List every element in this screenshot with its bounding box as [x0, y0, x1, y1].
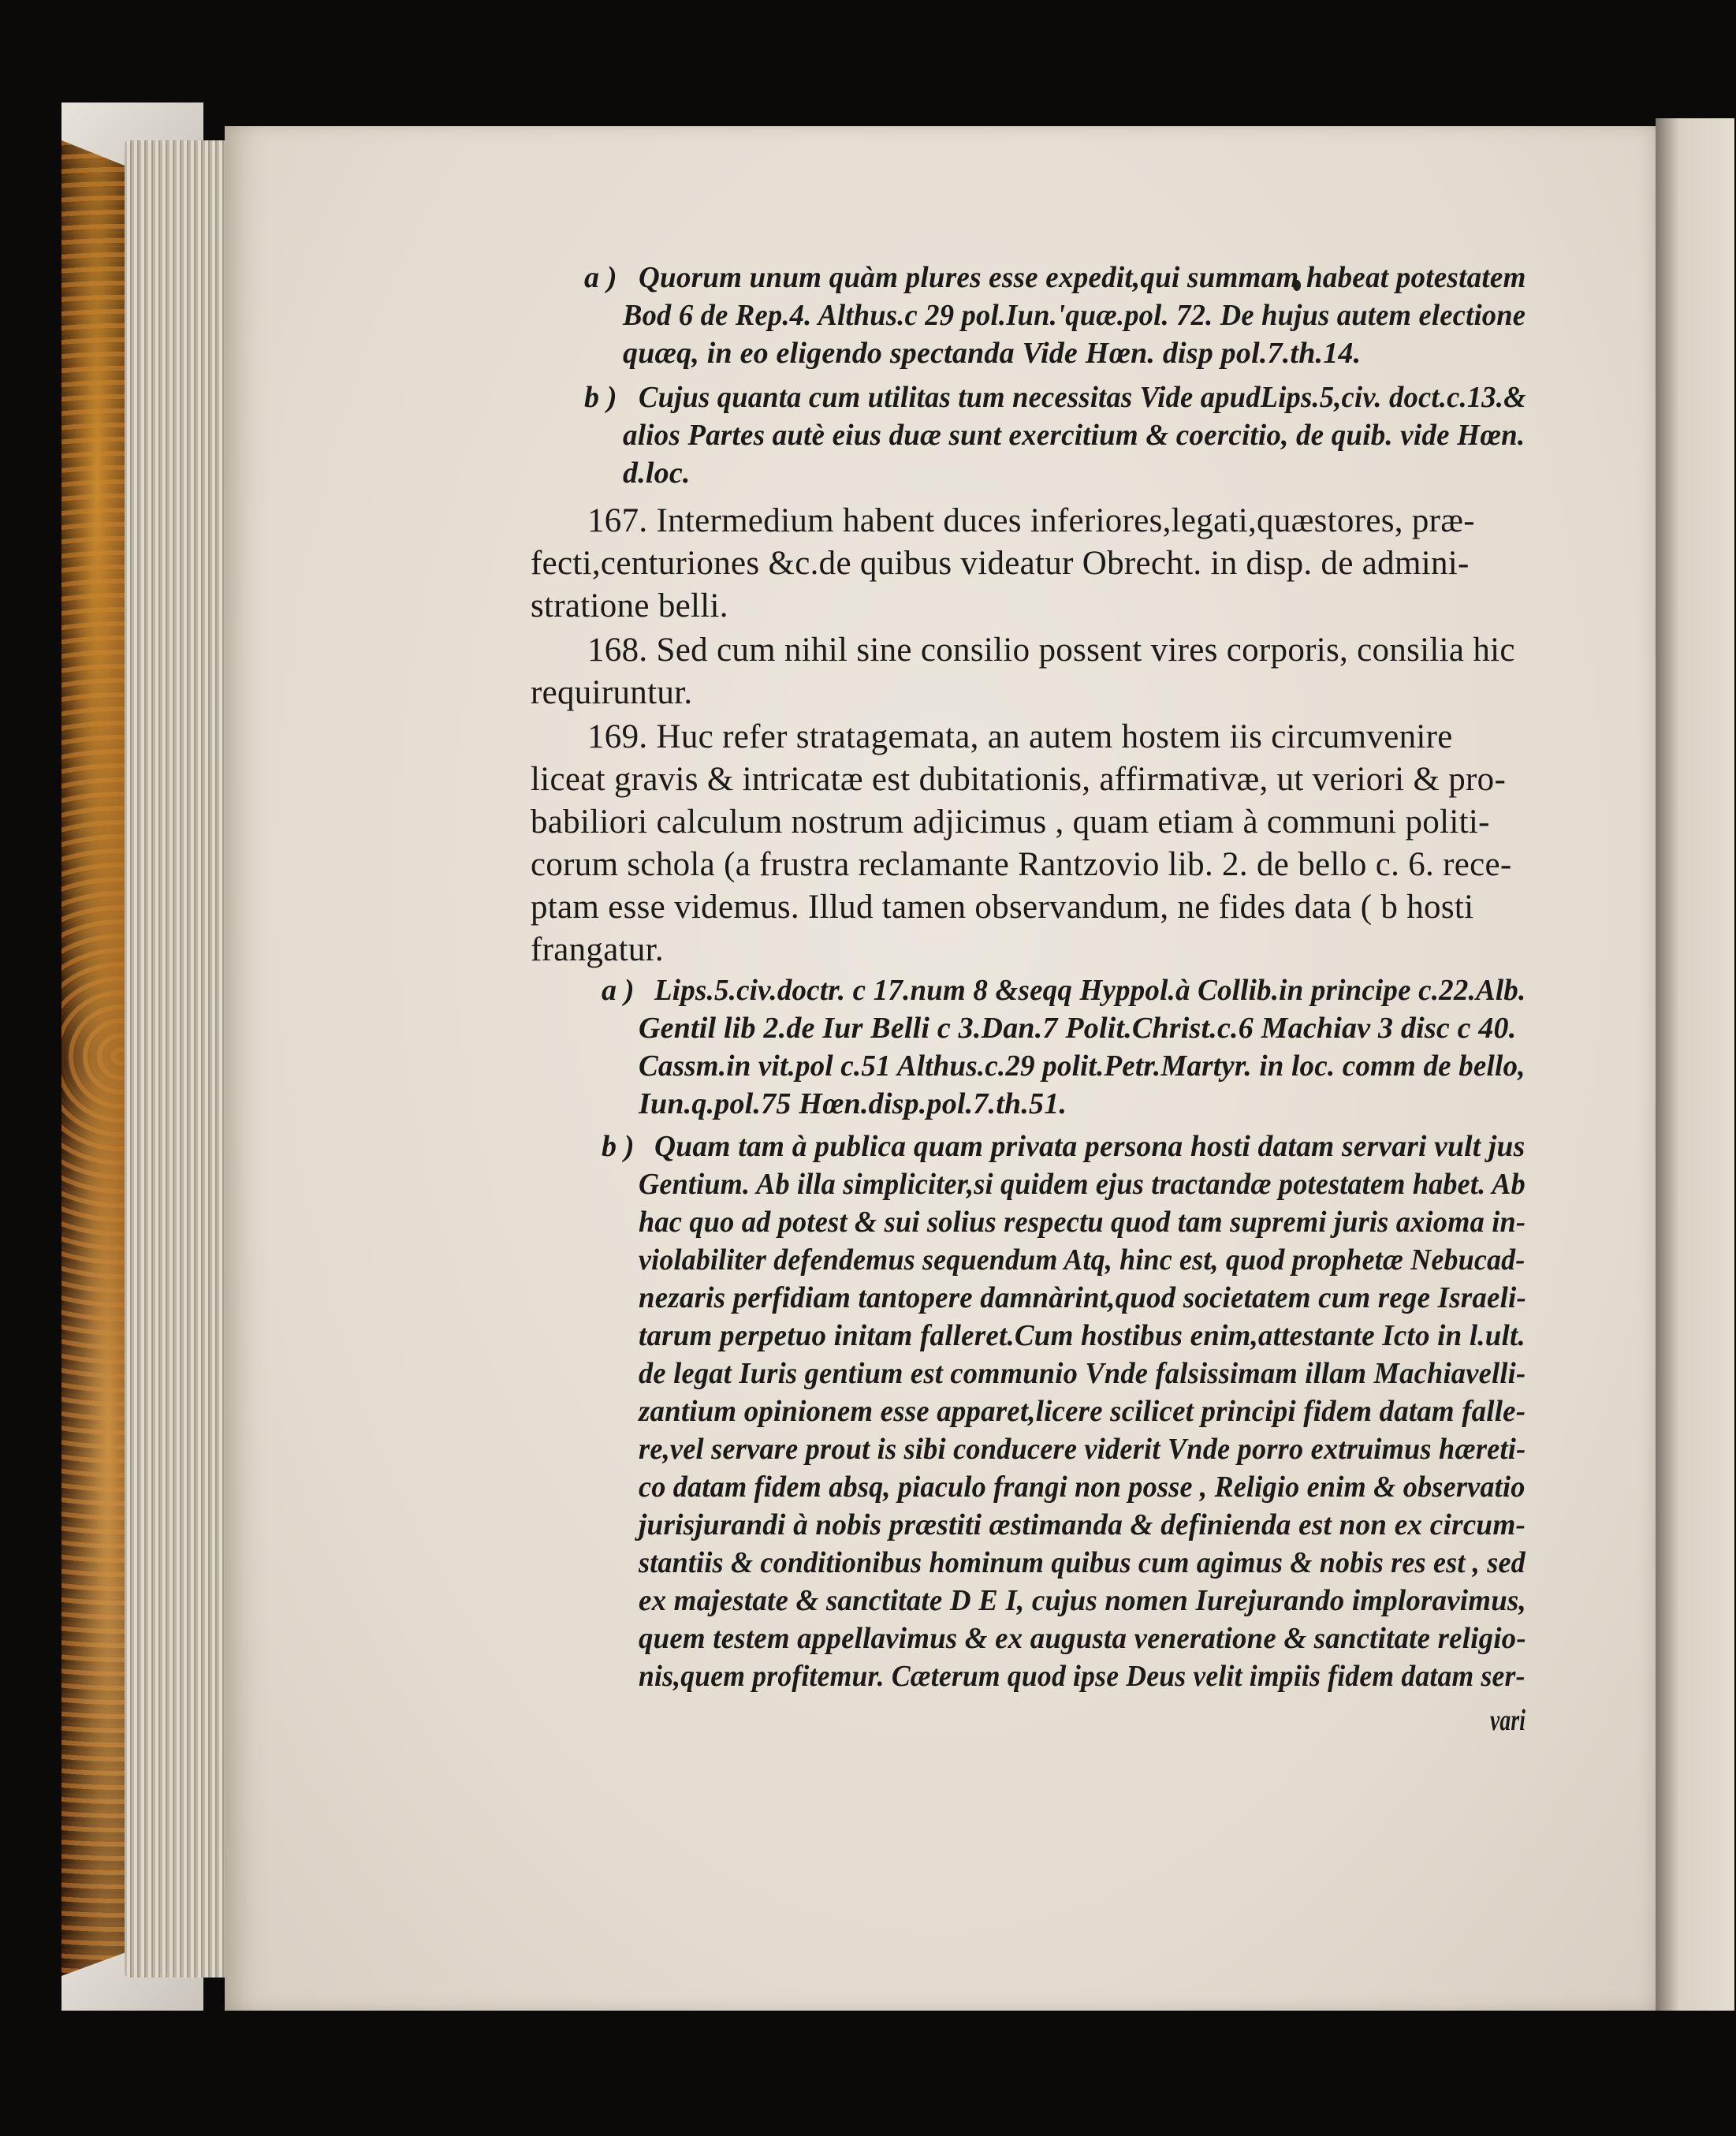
note-bottom-a-line: Cassm.in vit.pol c.51 Althus.c.29 polit.Petr.Martyr. in loc. comm de bello, [639, 1049, 1526, 1083]
note-bottom-a-marker: a ) [602, 974, 635, 1007]
note-bottom-a-line: Iun.q.pol.75 Hœn.disp.pol.7.th.51. [639, 1087, 1067, 1120]
note-top-b-marker: b ) [584, 381, 617, 414]
note-bottom-b-line: jurisjurandi à nobis præstiti æstimanda & definienda est non ex circum- [639, 1508, 1526, 1541]
note-bottom-b-line: tarum perpetuo initam falleret.Cum hostibus enim,attestante Icto in l.ult. [639, 1319, 1526, 1352]
paragraph-168-line: requiruntur. [531, 674, 693, 711]
note-bottom-a-line: Lips.5.civ.doctr. c 17.num 8 &seqq Hyppol.à Collib.in principe c.22.Alb. [654, 974, 1526, 1007]
paragraph-169-line: liceat gravis & intricatæ est dubitationis, affirmativæ, ut veriori & pro- [531, 761, 1507, 798]
paragraph-168-line: 168. Sed cum nihil sine consilio possent vires corporis, consilia hic [587, 632, 1515, 669]
note-bottom-b-line: nis,quem profitemur. Cæterum quod ipse Deus velit impiis fidem datam ser- [639, 1660, 1526, 1693]
note-top-b-line: Cujus quanta cum utilitas tum necessitas Vide apudLips.5,civ. doct.c.13.& [639, 381, 1526, 414]
catchword: vari [1490, 1704, 1526, 1737]
note-top-b-line: d.loc. [623, 457, 691, 490]
note-top-a-line: quæq, in eo eligendo spectanda Vide Hœn. disp pol.7.th.14. [623, 337, 1362, 370]
note-top-a-line: Quorum unum quàm plures esse expedit,qui summam habeat potestatem [639, 261, 1526, 294]
paragraph-169-line: 169. Huc refer stratagemata, an autem hostem iis circumvenire [587, 718, 1453, 755]
note-bottom-b-line: nezaris perfidiam tantopere damnàrint,quod societatem cum rege Israeli- [639, 1281, 1527, 1314]
note-bottom-b-line: Gentium. Ab illa simpliciter,si quidem ejus tractandæ potestatem habet. Ab [639, 1168, 1526, 1201]
note-bottom-b-marker: b ) [602, 1130, 635, 1163]
note-bottom-b-line: de legat Iuris gentium est communio Vnde falsissimam illam Machiavelli- [639, 1357, 1526, 1390]
paragraph-169-line: frangatur. [531, 931, 664, 968]
paragraph-167-line: stratione belli. [531, 587, 728, 624]
note-bottom-b-line: re,vel servare prout is sibi conducere viderit Vnde porro extruimus hæreti- [639, 1433, 1526, 1466]
note-bottom-a-line: Gentil lib 2.de Iur Belli c 3.Dan.7 Polit.Christ.c.6 Machiav 3 disc c 40. [639, 1012, 1517, 1045]
note-top-a-marker: a ) [584, 261, 617, 294]
note-bottom-b-line: hac quo ad potest & sui solius respectu quod tam supremi juris axioma in- [639, 1206, 1526, 1239]
book-page [225, 126, 1656, 2011]
page-text [225, 126, 1656, 2011]
note-top-a-line: Bod 6 de Rep.4. Althus.c 29 pol.Iun.'quæ.pol. 72. De hujus autem electione [623, 299, 1526, 332]
note-bottom-b-line: violabiliter defendemus sequendum Atq, hinc est, quod prophetæ Nebucad- [639, 1243, 1526, 1277]
paragraph-169-line: ptam esse videmus. Illud tamen observandum, ne fides data ( b hosti [531, 889, 1474, 926]
paragraph-169-line: corum schola (a frustra reclamante Rantzovio lib. 2. de bello c. 6. rece- [531, 846, 1512, 883]
paragraph-167-line: 167. Intermedium habent duces inferiores,legati,quæstores, præ- [587, 502, 1475, 539]
note-bottom-b-line: quem testem appellavimus & ex augusta veneratione & sanctitate religio- [639, 1622, 1526, 1655]
facing-page-edge [1656, 118, 1734, 2011]
paragraph-169-line: babiliori calculum nostrum adjicimus , quam etiam à communi politi- [531, 803, 1490, 841]
note-top-b-line: alios Partes autè eius duæ sunt exercitium & coercitio, de quib. vide Hœn. [623, 419, 1526, 452]
paragraph-167-line: fecti,centuriones &c.de quibus videatur Obrecht. in disp. de admini- [531, 545, 1470, 582]
note-bottom-b-line: co datam fidem absq, piaculo frangi non posse , Religio enim & observatio [639, 1471, 1526, 1504]
note-bottom-b-line: ex majestate & sanctitate D E I, cujus nomen Iurejurando imploravimus, [639, 1584, 1526, 1617]
note-bottom-b-line: stantiis & conditionibus hominum quibus cum agimus & nobis res est , sed [639, 1546, 1526, 1579]
page-edges [125, 140, 227, 1978]
note-bottom-b-line: Quam tam à publica quam privata persona hosti datam servari vult jus [654, 1130, 1526, 1163]
note-bottom-b-line: zantium opinionem esse apparet,licere scilicet principi fidem datam falle- [639, 1395, 1526, 1428]
